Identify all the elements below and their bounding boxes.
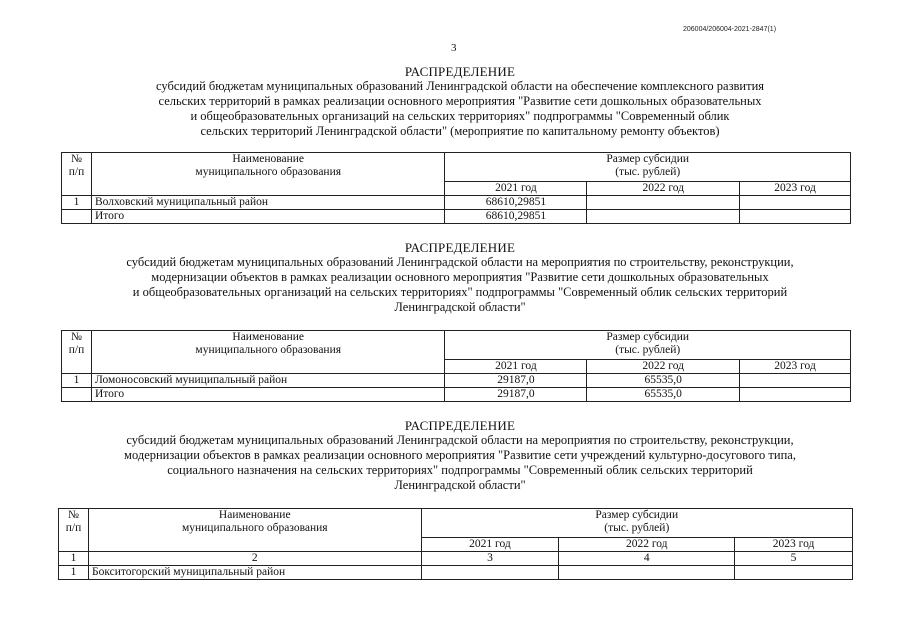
table-header-row <box>62 153 851 182</box>
col-size-header: Размер субсидии (тыс. рублей) <box>421 509 852 538</box>
col-number: 3 <box>421 552 559 566</box>
table-column-numbers-row <box>59 552 853 566</box>
row-2023 <box>740 210 851 224</box>
section-2-line: модернизации объектов в рамках реализации основного мероприятия "Развитие сети дошкольных образовательных <box>151 270 769 284</box>
col-number: 1 <box>59 552 89 566</box>
section-3-line: Ленинградской области" <box>394 478 526 492</box>
section-2-heading: РАСПРЕДЕЛЕНИЕ <box>404 240 516 255</box>
table-header-row <box>62 331 851 360</box>
row-2023 <box>735 566 853 580</box>
row-2023 <box>740 196 851 210</box>
section-3-line: субсидий бюджетам муниципальных образований Ленинградской области на мероприятия по строительству, реконструкции, <box>126 433 794 447</box>
row-2022 <box>587 196 740 210</box>
row-name: Ломоносовский муниципальный район <box>91 374 445 388</box>
year-2022-header: 2022 год <box>587 182 740 196</box>
section-3-line: модернизации объектов в рамках реализации основного мероприятия "Развитие сети учреждений культурно-досугового типа, <box>124 448 796 462</box>
section-2-header <box>40 240 880 315</box>
row-no <box>62 388 92 402</box>
col-name-header: Наименование муниципального образования <box>91 153 445 196</box>
col-number: 5 <box>735 552 853 566</box>
col-no-header: № п/п <box>62 153 92 196</box>
section-1-table <box>61 152 851 224</box>
row-no: 1 <box>59 566 89 580</box>
year-2022-header: 2022 год <box>559 538 735 552</box>
col-number: 2 <box>88 552 421 566</box>
col-name-header: Наименование муниципального образования <box>91 331 445 374</box>
row-2022: 65535,0 <box>587 374 740 388</box>
table-row-total <box>62 210 851 224</box>
row-no: 1 <box>62 196 92 210</box>
section-3-line: социального назначения на сельских территориях" подпрограммы "Современный облик сельских территорий <box>167 463 753 477</box>
row-2023 <box>740 388 851 402</box>
section-3-header <box>40 418 880 493</box>
year-2021-header: 2021 год <box>445 360 587 374</box>
table-row <box>62 196 851 210</box>
row-2022 <box>587 210 740 224</box>
row-no <box>62 210 92 224</box>
row-2023 <box>740 374 851 388</box>
section-1-header <box>40 64 880 139</box>
year-2021-header: 2021 год <box>421 538 559 552</box>
page-number: 3 <box>451 42 457 54</box>
row-name: Итого <box>91 210 445 224</box>
col-no-header: № п/п <box>59 509 89 552</box>
row-2021 <box>421 566 559 580</box>
section-2-table <box>61 330 851 402</box>
section-3-table <box>58 508 853 580</box>
col-number: 4 <box>559 552 735 566</box>
section-2-line: субсидий бюджетам муниципальных образований Ленинградской области на мероприятия по строительству, реконструкции, <box>126 255 794 269</box>
section-1-line: и общеобразовательных организаций на сельских территориях" подпрограммы "Современный облик <box>190 109 730 123</box>
year-2023-header: 2023 год <box>735 538 853 552</box>
row-name: Итого <box>91 388 445 402</box>
row-2021: 68610,29851 <box>445 196 587 210</box>
col-size-header: Размер субсидии (тыс. рублей) <box>445 331 851 360</box>
row-no: 1 <box>62 374 92 388</box>
section-1-heading: РАСПРЕДЕЛЕНИЕ <box>404 64 516 79</box>
row-2021: 68610,29851 <box>445 210 587 224</box>
section-3-heading: РАСПРЕДЕЛЕНИЕ <box>404 418 516 433</box>
document-id: 206004/206004-2021-2847(1) <box>683 26 777 33</box>
row-name: Волховский муниципальный район <box>91 196 445 210</box>
section-1-line: сельских территорий в рамках реализации основного мероприятия "Развитие сети дошкольных образовательных <box>158 94 762 108</box>
section-1-line: сельских территорий Ленинградской области" (мероприятие по капитальному ремонту объектов) <box>200 124 720 138</box>
year-2022-header: 2022 год <box>587 360 740 374</box>
section-2-line: и общеобразовательных организаций на сельских территориях" подпрограммы "Современный облик сельских территорий <box>132 285 788 299</box>
year-2023-header: 2023 год <box>740 182 851 196</box>
year-2021-header: 2021 год <box>445 182 587 196</box>
year-2023-header: 2023 год <box>740 360 851 374</box>
col-size-header: Размер субсидии (тыс. рублей) <box>445 153 851 182</box>
table-row-total <box>62 388 851 402</box>
row-2021: 29187,0 <box>445 374 587 388</box>
section-2-line: Ленинградской области" <box>394 300 526 314</box>
row-name: Бокситогорский муниципальный район <box>88 566 421 580</box>
section-1-line: субсидий бюджетам муниципальных образований Ленинградской области на обеспечение комплексного развития <box>155 79 765 93</box>
row-2022: 65535,0 <box>587 388 740 402</box>
table-row <box>59 566 853 580</box>
col-no-header: № п/п <box>62 331 92 374</box>
row-2022 <box>559 566 735 580</box>
table-header-row <box>59 509 853 538</box>
row-2021: 29187,0 <box>445 388 587 402</box>
table-row <box>62 374 851 388</box>
col-name-header: Наименование муниципального образования <box>88 509 421 552</box>
